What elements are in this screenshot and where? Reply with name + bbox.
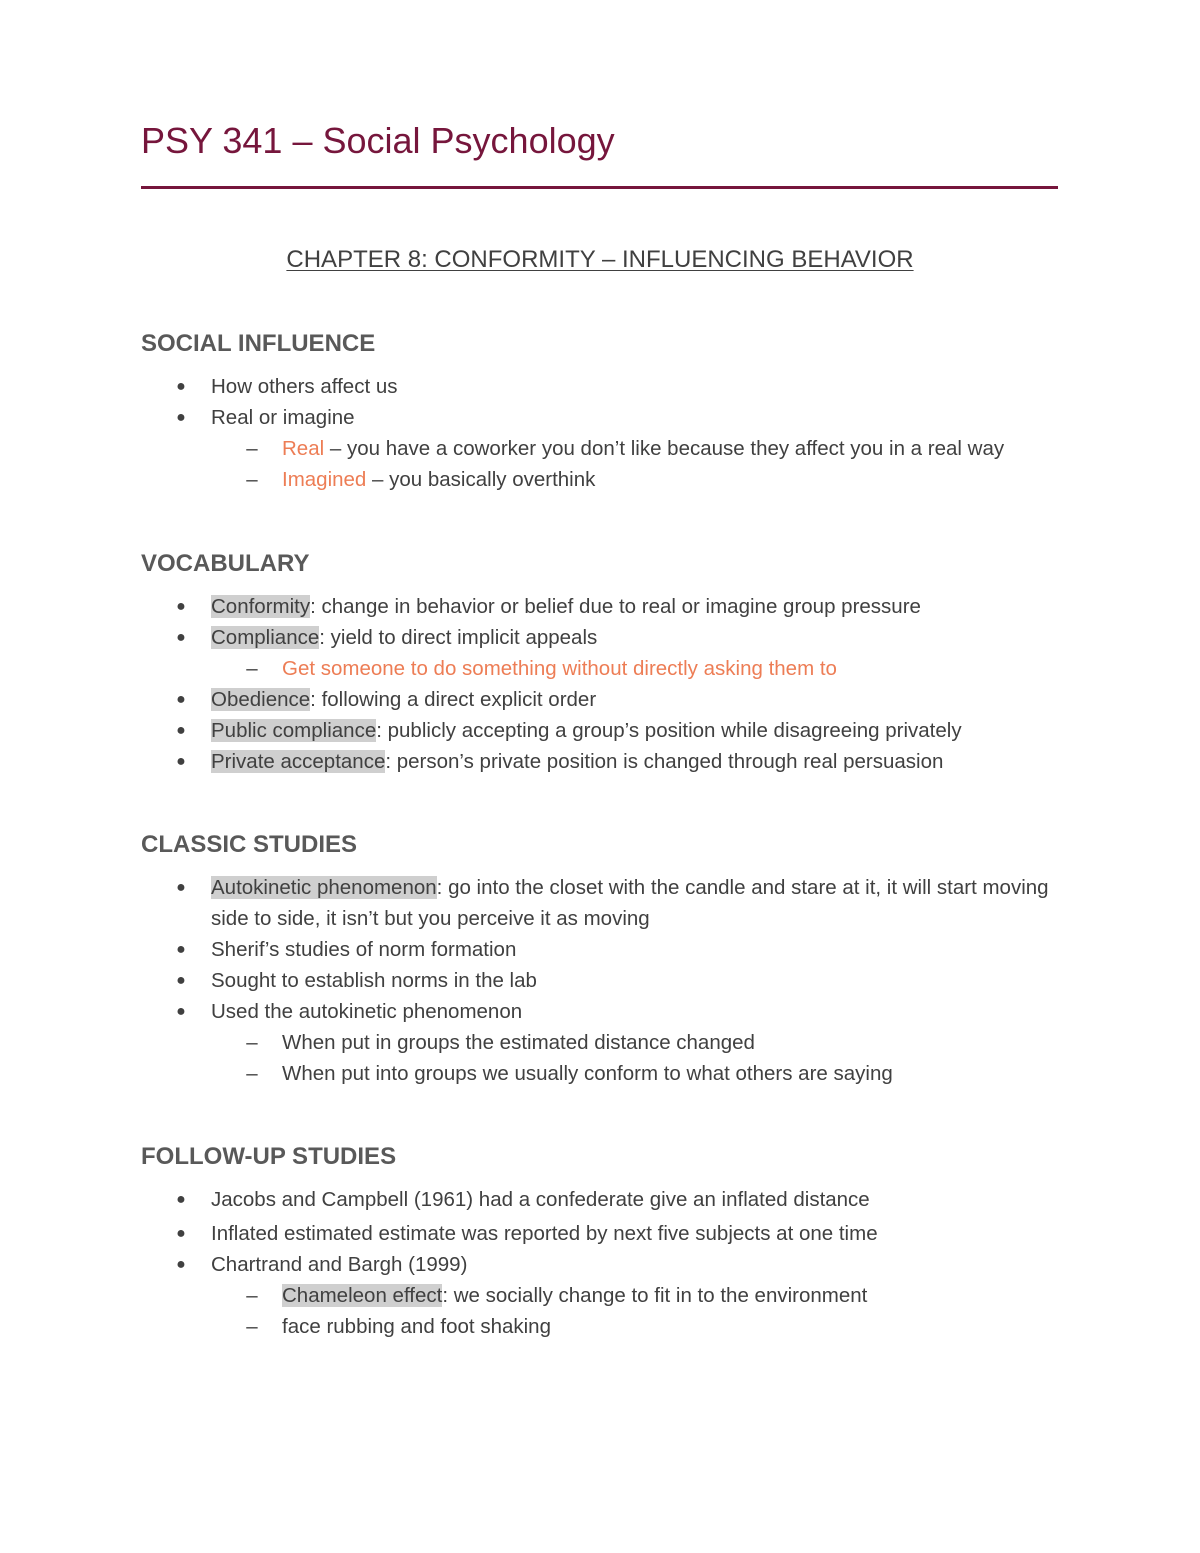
bullet-list (141, 1184, 1061, 1342)
list-item (141, 872, 1061, 934)
section-heading: SOCIAL INFLUENCE (141, 330, 376, 357)
list-item (141, 684, 1061, 715)
item-text: : change in behavior or belief due to real or imagine group pressure (310, 595, 921, 618)
list-item (141, 402, 1061, 433)
item-text: Jacobs and Campbell (1961) had a confederate give an inflated distance (211, 1188, 870, 1211)
item-text: face rubbing and foot shaking (282, 1315, 551, 1338)
sub-list-item (141, 653, 1061, 684)
item-text: : yield to direct implicit appeals (319, 626, 598, 649)
sub-list-item (141, 1280, 1061, 1311)
list-item (141, 371, 1061, 402)
bullet-icon: ● (176, 1225, 186, 1242)
item-lead: Imagined (282, 468, 367, 491)
item-text: How others affect us (211, 375, 398, 398)
bullet-icon: ● (176, 1003, 186, 1020)
section-heading: FOLLOW-UP STUDIES (141, 1143, 397, 1170)
item-text: Used the autokinetic phenomenon (211, 1000, 523, 1023)
section-follow-up-studies (141, 1142, 1061, 1342)
item-text: Chartrand and Bargh (1999) (211, 1253, 468, 1276)
sub-list-item (141, 1027, 1061, 1058)
sub-list-item (141, 1311, 1061, 1342)
dash-icon: – (246, 468, 258, 491)
list-item (141, 591, 1061, 622)
sub-list-item (141, 433, 1061, 464)
title-divider (141, 186, 1058, 189)
bullet-icon: ● (176, 722, 186, 739)
item-text: Sherif’s studies of norm formation (211, 938, 517, 961)
list-item (141, 1218, 1061, 1249)
item-text: : following a direct explicit order (310, 688, 597, 711)
list-item (141, 996, 1061, 1027)
section-heading: VOCABULARY (141, 550, 310, 577)
item-text: When put into groups we usually conform to what others are saying (282, 1062, 893, 1085)
bullet-icon: ● (176, 941, 186, 958)
list-item (141, 934, 1061, 965)
dash-icon: – (246, 437, 258, 460)
item-text: Real or imagine (211, 406, 355, 429)
section-social-influence (141, 329, 1061, 495)
item-text: Get someone to do something without directly asking them to (282, 657, 837, 680)
list-item (141, 715, 1061, 746)
sub-list-item (141, 464, 1061, 495)
bullet-list (141, 872, 1061, 1089)
item-text: : we socially change to fit in to the environment (442, 1284, 868, 1307)
highlighted-term: Conformity (211, 595, 311, 618)
item-text: : go into the closet with the candle and stare at it, it will start moving side to side, it isn’t but you perceive it as moving (211, 876, 1049, 930)
chapter-heading-text: CHAPTER 8: CONFORMITY – INFLUENCING BEHAVIOR (286, 246, 914, 273)
bullet-icon: ● (176, 598, 186, 615)
bullet-list (141, 371, 1061, 495)
list-item (141, 622, 1061, 653)
highlighted-term: Autokinetic phenomenon (211, 876, 437, 899)
item-text: : publicly accepting a group’s position while disagreeing privately (376, 719, 962, 742)
section-vocabulary (141, 549, 1061, 777)
highlighted-term: Obedience (211, 688, 311, 711)
item-text: – you have a coworker you don’t like because they affect you in a real way (324, 437, 1005, 460)
chapter-heading (0, 246, 1200, 274)
dash-icon: – (246, 657, 258, 680)
dash-icon: – (246, 1062, 258, 1085)
bullet-icon: ● (176, 409, 186, 426)
item-text: Inflated estimated estimate was reported by next five subjects at one time (211, 1222, 878, 1245)
dash-icon: – (246, 1315, 258, 1338)
list-item (141, 965, 1061, 996)
section-heading: CLASSIC STUDIES (141, 831, 358, 858)
dash-icon: – (246, 1284, 258, 1307)
highlighted-term: Private acceptance (211, 750, 386, 773)
bullet-icon: ● (176, 879, 186, 896)
list-item (141, 1249, 1061, 1280)
bullet-icon: ● (176, 972, 186, 989)
section-classic-studies (141, 830, 1061, 1089)
bullet-list (141, 591, 1061, 777)
highlighted-term: Chameleon effect (282, 1284, 443, 1307)
list-item (141, 746, 1061, 777)
dash-icon: – (246, 1031, 258, 1054)
item-text: Sought to establish norms in the lab (211, 969, 537, 992)
bullet-icon: ● (176, 378, 186, 395)
list-item (141, 1184, 1061, 1215)
bullet-icon: ● (176, 753, 186, 770)
bullet-icon: ● (176, 629, 186, 646)
item-text: : person’s private position is changed through real persuasion (385, 750, 944, 773)
highlighted-term: Public compliance (211, 719, 377, 742)
bullet-icon: ● (176, 691, 186, 708)
item-text: When put in groups the estimated distance changed (282, 1031, 755, 1054)
highlighted-term: Compliance (211, 626, 320, 649)
document-title: PSY 341 – Social Psychology (141, 120, 615, 161)
item-text: – you basically overthink (366, 468, 596, 491)
sub-list-item (141, 1058, 1061, 1089)
item-lead: Real (282, 437, 325, 460)
bullet-icon: ● (176, 1256, 186, 1273)
bullet-icon: ● (176, 1191, 186, 1208)
